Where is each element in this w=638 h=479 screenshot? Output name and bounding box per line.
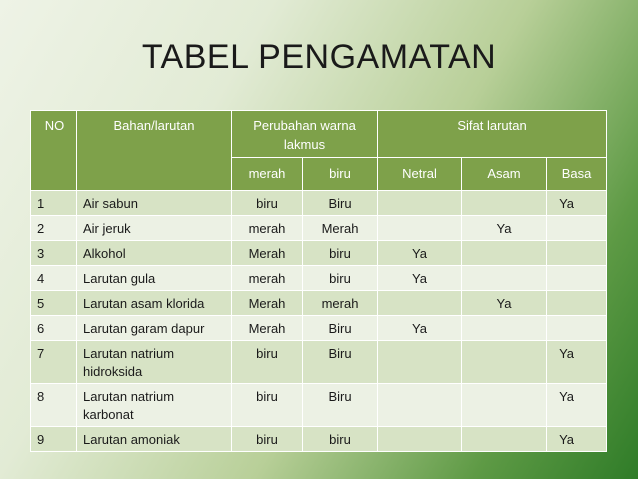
cell-bahan: Larutan garam dapur — [77, 316, 232, 341]
cell-asam: Ya — [462, 291, 547, 316]
table-row — [31, 191, 607, 216]
table-row — [31, 241, 607, 266]
table-row — [31, 266, 607, 291]
cell-merah: Merah — [232, 291, 303, 316]
cell-no: 1 — [31, 191, 77, 216]
table-row — [31, 384, 607, 427]
cell-biru: biru — [303, 241, 378, 266]
cell-bahan: Air jeruk — [77, 216, 232, 241]
cell-basa — [547, 291, 607, 316]
header-basa: Basa — [547, 158, 607, 191]
cell-netral: Ya — [378, 266, 462, 291]
cell-netral: Ya — [378, 241, 462, 266]
observation-table — [30, 110, 607, 452]
cell-bahan: Air sabun — [77, 191, 232, 216]
cell-merah: biru — [232, 191, 303, 216]
cell-no: 9 — [31, 427, 77, 452]
cell-merah: merah — [232, 266, 303, 291]
cell-no: 2 — [31, 216, 77, 241]
cell-netral — [378, 384, 462, 427]
cell-bahan: Larutan asam klorida — [77, 291, 232, 316]
cell-merah: biru — [232, 341, 303, 384]
cell-no: 7 — [31, 341, 77, 384]
cell-basa — [547, 241, 607, 266]
cell-basa: Ya — [547, 427, 607, 452]
header-asam: Asam — [462, 158, 547, 191]
cell-no: 8 — [31, 384, 77, 427]
cell-basa — [547, 316, 607, 341]
cell-asam: Ya — [462, 216, 547, 241]
cell-no: 3 — [31, 241, 77, 266]
table-row — [31, 427, 607, 452]
cell-bahan: Larutan amoniak — [77, 427, 232, 452]
header-no: NO — [31, 111, 77, 191]
page-title: TABEL PENGAMATAN — [141, 38, 497, 76]
cell-merah: Merah — [232, 316, 303, 341]
cell-biru: biru — [303, 427, 378, 452]
cell-biru: Biru — [303, 191, 378, 216]
cell-basa: Ya — [547, 191, 607, 216]
cell-asam — [462, 384, 547, 427]
cell-bahan: Larutan natrium karbonat — [77, 384, 232, 427]
cell-no: 4 — [31, 266, 77, 291]
cell-asam — [462, 316, 547, 341]
table-row — [31, 291, 607, 316]
table-row — [31, 341, 607, 384]
cell-no: 6 — [31, 316, 77, 341]
cell-asam — [462, 341, 547, 384]
cell-netral — [378, 427, 462, 452]
header-merah: merah — [232, 158, 303, 191]
cell-basa: Ya — [547, 384, 607, 427]
header-perubahan: Perubahan warna lakmus — [232, 111, 378, 158]
cell-basa — [547, 216, 607, 241]
cell-biru: merah — [303, 291, 378, 316]
cell-netral — [378, 216, 462, 241]
cell-basa: Ya — [547, 341, 607, 384]
cell-merah: merah — [232, 216, 303, 241]
header-row-1 — [31, 111, 607, 158]
cell-merah: biru — [232, 427, 303, 452]
cell-biru: Merah — [303, 216, 378, 241]
cell-biru: Biru — [303, 384, 378, 427]
table-row — [31, 316, 607, 341]
table-row — [31, 216, 607, 241]
cell-merah: Merah — [232, 241, 303, 266]
cell-netral — [378, 191, 462, 216]
cell-netral — [378, 341, 462, 384]
cell-asam — [462, 191, 547, 216]
cell-bahan: Larutan natrium hidroksida — [77, 341, 232, 384]
cell-asam — [462, 427, 547, 452]
cell-basa — [547, 266, 607, 291]
cell-no: 5 — [31, 291, 77, 316]
header-sifat: Sifat larutan — [378, 111, 607, 158]
cell-bahan: Alkohol — [77, 241, 232, 266]
cell-netral: Ya — [378, 316, 462, 341]
header-bahan: Bahan/larutan — [77, 111, 232, 191]
cell-biru: Biru — [303, 316, 378, 341]
cell-asam — [462, 241, 547, 266]
header-netral: Netral — [378, 158, 462, 191]
cell-biru: Biru — [303, 341, 378, 384]
cell-merah: biru — [232, 384, 303, 427]
cell-asam — [462, 266, 547, 291]
cell-netral — [378, 291, 462, 316]
cell-bahan: Larutan gula — [77, 266, 232, 291]
header-biru: biru — [303, 158, 378, 191]
cell-biru: biru — [303, 266, 378, 291]
